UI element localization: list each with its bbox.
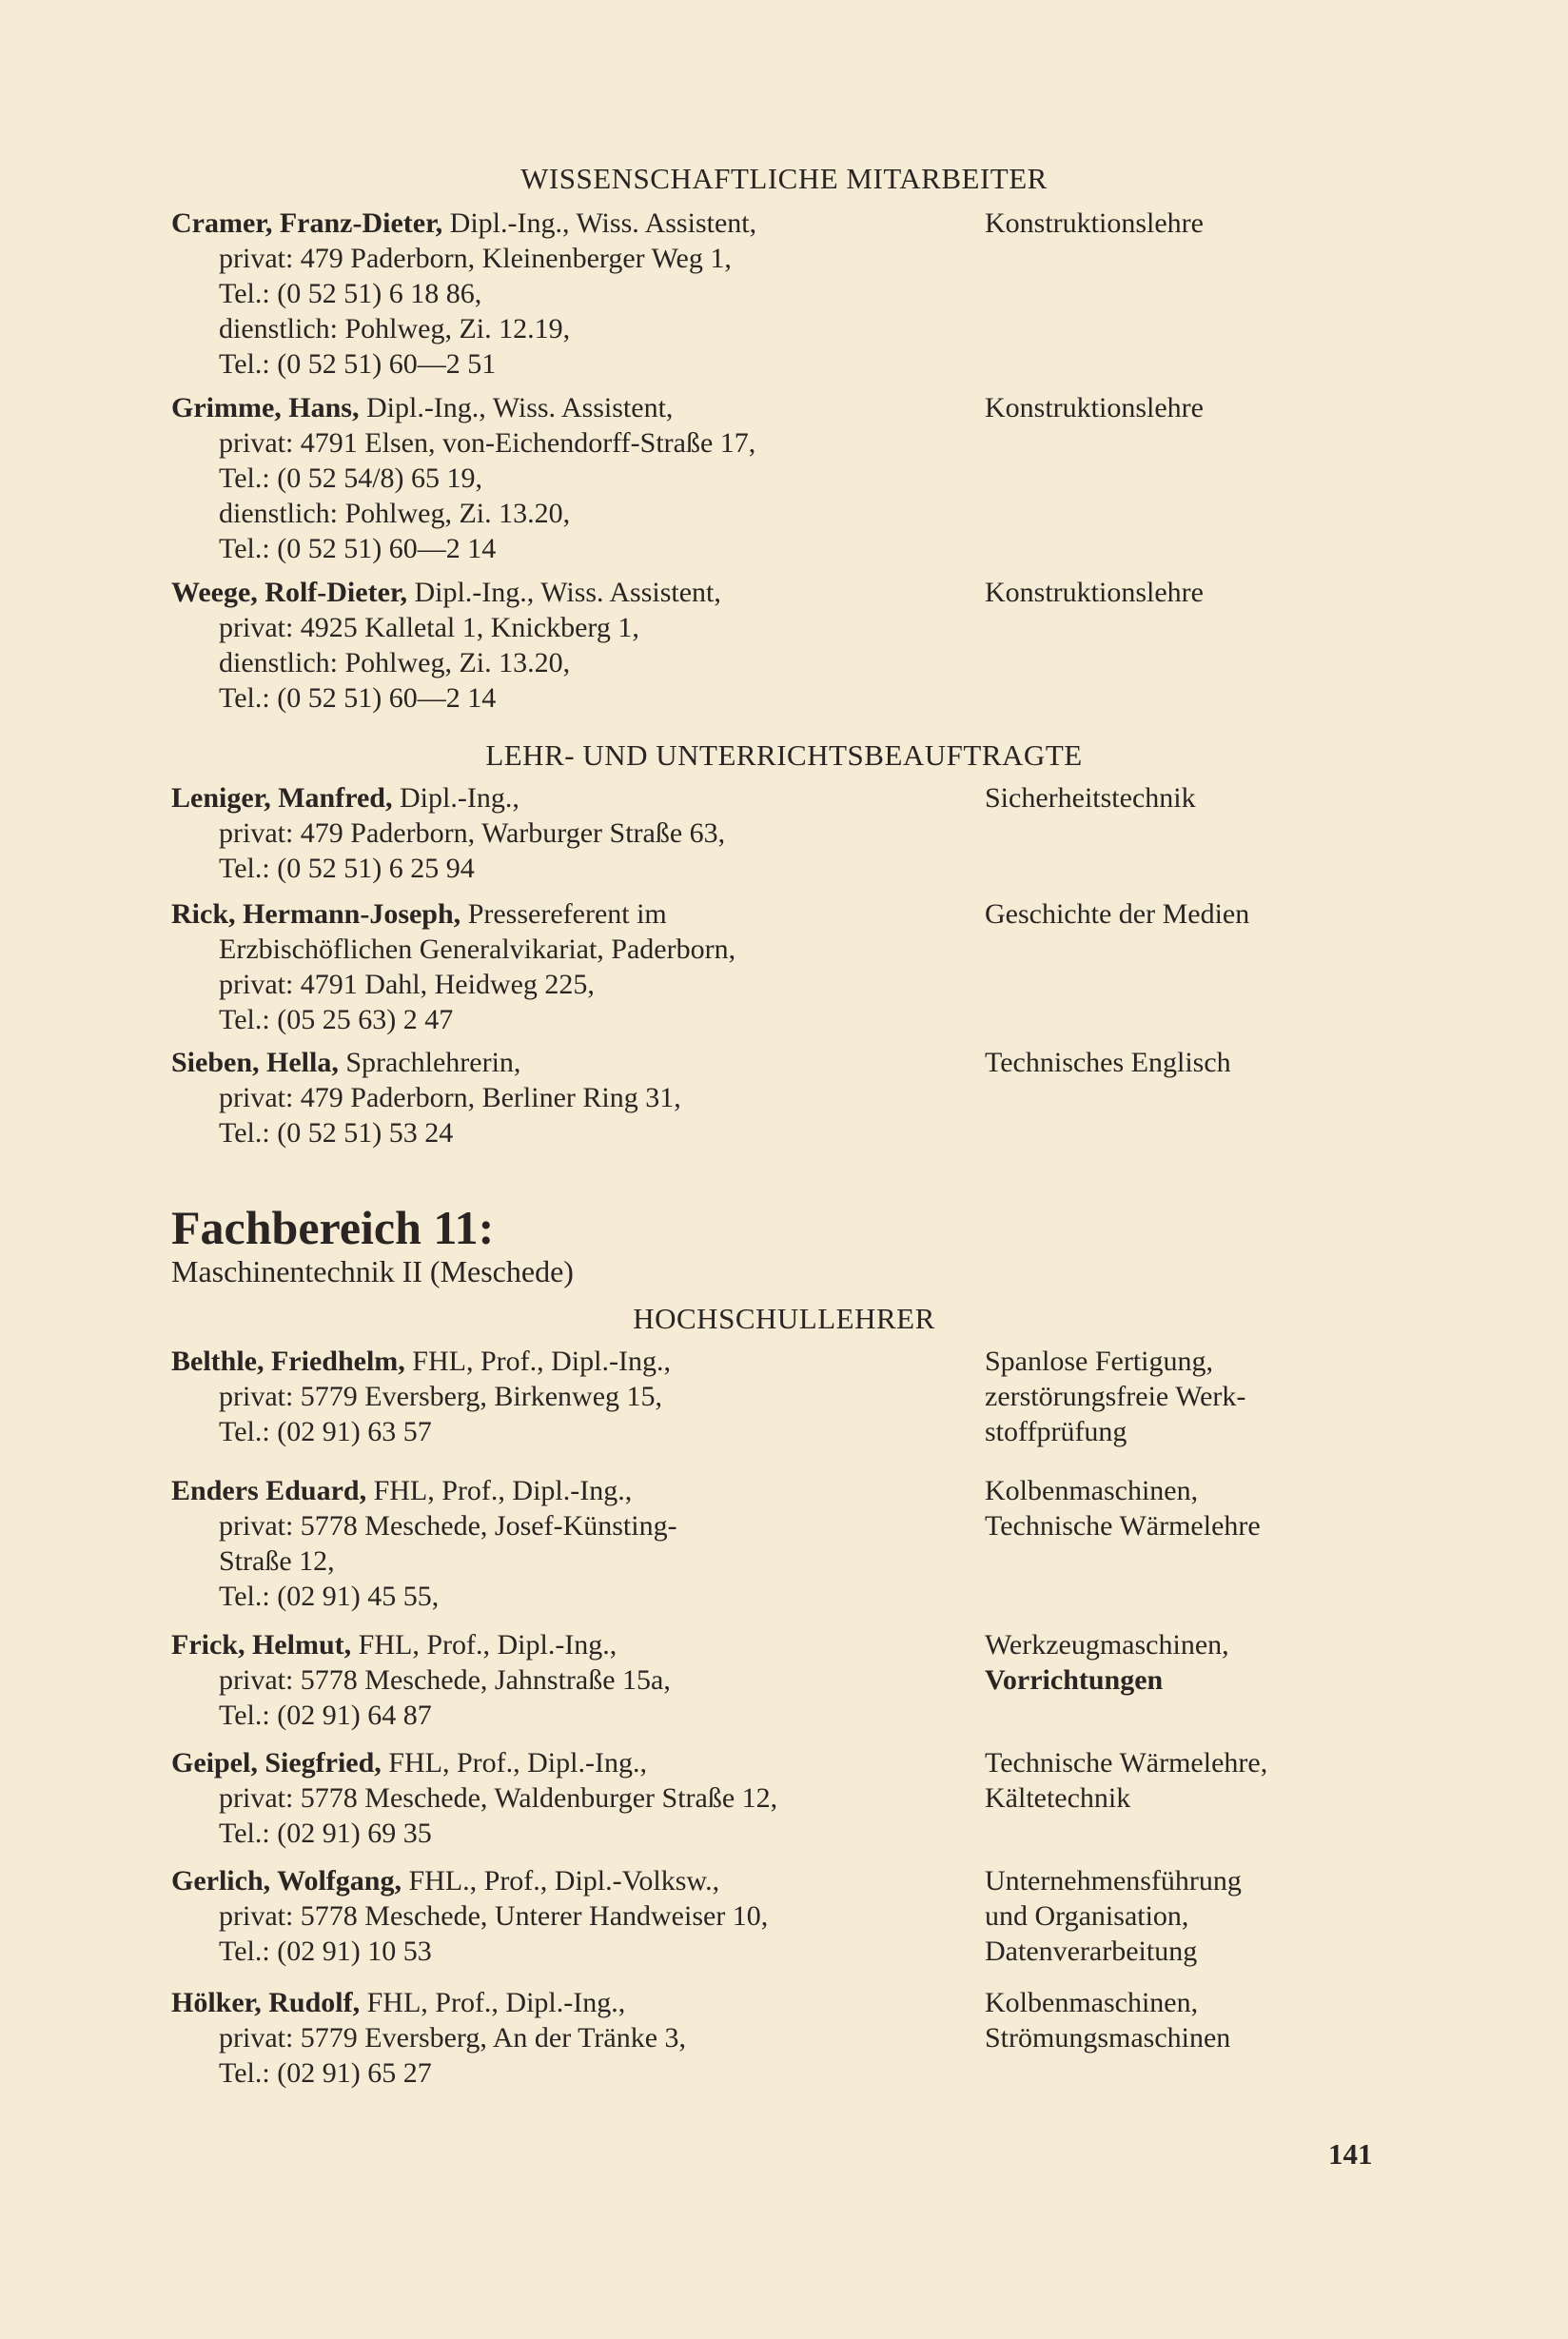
entry-subject (985, 1627, 1384, 1698)
entry-subject (985, 1344, 1384, 1449)
subject-line: Konstruktionslehre (985, 392, 1204, 423)
subject-line: stoffprüfung (985, 1416, 1127, 1447)
contact-line: Tel.: (0 52 51) 6 25 94 (219, 853, 475, 884)
entry-subject (985, 1745, 1384, 1816)
entry-subject (985, 1473, 1384, 1543)
contact-line: Tel.: (0 52 54/8) 65 19, (219, 462, 483, 494)
person-name: Gerlich, Wolfgang, (171, 1865, 402, 1897)
person-role: FHL, Prof., Dipl.-Ing., (404, 1346, 671, 1377)
person-role: Dipl.-Ing., Wiss. Assistent, (406, 577, 721, 608)
contact-line: privat: 4791 Elsen, von-Eichendorff-Straße 17, (219, 427, 756, 459)
subject-line: Kolbenmaschinen, (985, 1987, 1199, 2018)
contact-line: privat: 5778 Meschede, Josef-Künsting- (219, 1510, 677, 1542)
entry-subject (985, 390, 1384, 425)
subject-line: Technische Wärmelehre (985, 1510, 1261, 1542)
subject-line: Datenverarbeitung (985, 1936, 1198, 1967)
section-heading-hochschullehrer: HOCHSCHULLEHRER (633, 1302, 935, 1335)
entry-contact (171, 780, 970, 886)
entry-subject (985, 1985, 1384, 2055)
person-name: Cramer, Franz-Dieter, (171, 207, 443, 239)
subject-line: zerstörungsfreie Werk- (985, 1381, 1246, 1412)
person-name: Belthle, Friedhelm, (171, 1346, 405, 1377)
entry-contact (171, 1863, 970, 1969)
person-role: Dipl.-Ing., (392, 782, 519, 814)
contact-line: privat: 479 Paderborn, Kleinenberger Weg 1, (219, 243, 732, 274)
contact-line: privat: 5778 Meschede, Unterer Handweiser 10, (219, 1900, 769, 1932)
contact-line: Tel.: (02 91) 10 53 (219, 1936, 432, 1967)
subject-line: Strömungsmaschinen (985, 2022, 1231, 2054)
contact-line: Tel.: (02 91) 63 57 (219, 1416, 432, 1447)
contact-line: Tel.: (02 91) 64 87 (219, 1700, 432, 1731)
person-name: Rick, Hermann-Joseph, (171, 898, 461, 930)
contact-line: privat: 479 Paderborn, Berliner Ring 31, (219, 1082, 681, 1113)
contact-line: Tel.: (02 91) 65 27 (219, 2057, 432, 2089)
entry-subject (985, 575, 1384, 610)
subject-line: und Organisation, (985, 1900, 1189, 1932)
entry-subject (985, 206, 1384, 241)
fachbereich-subtitle: Maschinentechnik II (Meschede) (171, 1254, 574, 1288)
entry-contact (171, 390, 970, 566)
person-name: Grimme, Hans, (171, 392, 360, 423)
person-role: Dipl.-Ing., Wiss. Assistent, (359, 392, 674, 423)
contact-line: Tel.: (02 91) 45 55, (219, 1581, 440, 1612)
person-name: Leniger, Manfred, (171, 782, 393, 814)
subject-line: Technische Wärmelehre, (985, 1747, 1268, 1779)
entry-contact (171, 1745, 970, 1851)
subject-line: Spanlose Fertigung, (985, 1346, 1213, 1377)
contact-line: privat: 5779 Eversberg, Birkenweg 15, (219, 1381, 663, 1412)
subject-line: Konstruktionslehre (985, 577, 1204, 608)
contact-line: Tel.: (05 25 63) 2 47 (219, 1004, 454, 1035)
section-heading-lehrbeauftragte: LEHR- UND UNTERRICHTSBEAUFTRAGTE (485, 738, 1083, 772)
contact-line: privat: 5779 Eversberg, An der Tränke 3, (219, 2022, 687, 2054)
section-heading-wiss-mitarbeiter: WISSENSCHAFTLICHE MITARBEITER (520, 162, 1048, 195)
person-role: FHL, Prof., Dipl.-Ing., (351, 1629, 617, 1661)
contact-line: dienstlich: Pohlweg, Zi. 12.19, (219, 313, 571, 344)
entry-contact (171, 1985, 970, 2091)
contact-line: Erzbischöflichen Generalvikariat, Paderborn, (219, 934, 736, 965)
entry-subject (985, 780, 1384, 816)
subject-line: Technisches Englisch (985, 1047, 1231, 1078)
entry-subject (985, 1863, 1384, 1969)
entry-contact (171, 1045, 970, 1150)
person-role: Pressereferent im (461, 898, 667, 930)
person-name: Enders Eduard, (171, 1475, 367, 1506)
person-role: Sprachlehrerin, (338, 1047, 521, 1078)
entry-contact (171, 206, 970, 382)
person-name: Hölker, Rudolf, (171, 1987, 361, 2018)
subject-line: Kältetechnik (985, 1782, 1131, 1814)
subject-line: Vorrichtungen (985, 1664, 1164, 1696)
contact-line: privat: 5778 Meschede, Jahnstraße 15a, (219, 1664, 671, 1696)
person-role: FHL, Prof., Dipl.-Ing., (366, 1475, 633, 1506)
subject-line: Werkzeugmaschinen, (985, 1629, 1229, 1661)
contact-line: dienstlich: Pohlweg, Zi. 13.20, (219, 647, 571, 678)
person-name: Geipel, Siegfried, (171, 1747, 382, 1779)
fachbereich-title: Fachbereich 11: (171, 1201, 495, 1254)
entry-subject (985, 896, 1384, 932)
contact-line: privat: 5778 Meschede, Waldenburger Straße 12, (219, 1782, 778, 1814)
contact-line: Tel.: (0 52 51) 6 18 86, (219, 278, 482, 309)
entry-subject (985, 1045, 1384, 1080)
person-role: FHL, Prof., Dipl.-Ing., (381, 1747, 647, 1779)
subject-line: Kolbenmaschinen, (985, 1475, 1199, 1506)
page-number: 141 (1328, 2137, 1373, 2171)
contact-line: privat: 4791 Dahl, Heidweg 225, (219, 969, 595, 1000)
person-role: FHL, Prof., Dipl.-Ing., (360, 1987, 626, 2018)
contact-line: Tel.: (0 52 51) 53 24 (219, 1117, 454, 1149)
contact-line: privat: 479 Paderborn, Warburger Straße 63, (219, 817, 726, 849)
subject-line: Sicherheitstechnik (985, 782, 1196, 814)
person-role: FHL., Prof., Dipl.-Volksw., (401, 1865, 720, 1897)
person-name: Sieben, Hella, (171, 1047, 339, 1078)
person-role: Dipl.-Ing., Wiss. Assistent, (442, 207, 757, 239)
contact-line: Tel.: (02 91) 69 35 (219, 1818, 432, 1849)
entry-contact (171, 1627, 970, 1733)
entry-contact (171, 1344, 970, 1449)
person-name: Frick, Helmut, (171, 1629, 352, 1661)
contact-line: dienstlich: Pohlweg, Zi. 13.20, (219, 498, 571, 529)
subject-line: Konstruktionslehre (985, 207, 1204, 239)
person-name: Weege, Rolf-Dieter, (171, 577, 407, 608)
contact-line: Tel.: (0 52 51) 60—2 14 (219, 533, 497, 564)
contact-line: Tel.: (0 52 51) 60—2 14 (219, 682, 497, 714)
entry-contact (171, 575, 970, 716)
contact-line: Straße 12, (219, 1545, 335, 1577)
subject-line: Geschichte der Medien (985, 898, 1250, 930)
entry-contact (171, 896, 970, 1037)
contact-line: privat: 4925 Kalletal 1, Knickberg 1, (219, 612, 639, 643)
entry-contact (171, 1473, 970, 1614)
contact-line: Tel.: (0 52 51) 60—2 51 (219, 348, 497, 380)
subject-line: Unternehmensführung (985, 1865, 1242, 1897)
